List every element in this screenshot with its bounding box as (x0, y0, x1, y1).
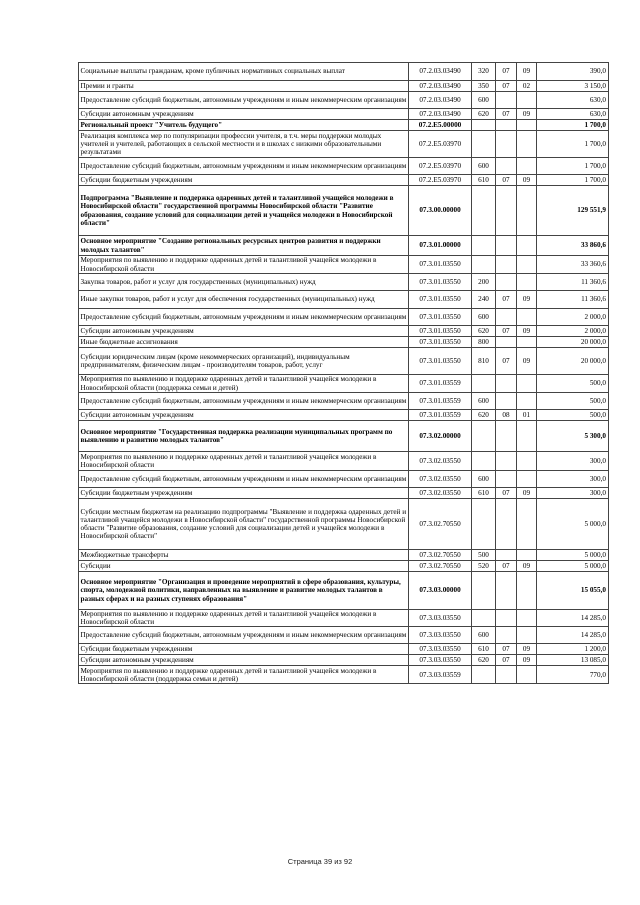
table-row (79, 375, 609, 393)
table-row (79, 186, 609, 236)
row-expense-type-cell (472, 131, 496, 158)
row-amount-cell: 630,0 (537, 92, 609, 109)
row-subsection-cell: 09 (517, 63, 537, 81)
table-row (79, 452, 609, 471)
row-code-cell: 07.3.01.03559 (409, 410, 472, 421)
row-subsection-cell (517, 337, 537, 348)
row-expense-type-cell: 320 (472, 63, 496, 81)
row-section-cell (496, 256, 517, 274)
row-subsection-cell (517, 610, 537, 627)
row-code-cell: 07.3.01.03550 (409, 337, 472, 348)
row-expense-type-cell: 600 (472, 393, 496, 410)
row-amount-cell: 33 860,6 (537, 236, 609, 256)
table-row (79, 158, 609, 175)
row-code-cell: 07.3.00.00000 (409, 186, 472, 236)
row-expense-type-cell: 620 (472, 655, 496, 666)
row-amount-cell: 5 300,0 (537, 421, 609, 452)
table-row (79, 421, 609, 452)
table-row (79, 291, 609, 309)
row-amount-cell: 20 000,0 (537, 337, 609, 348)
row-code-cell: 07.2.03.03490 (409, 63, 472, 81)
row-section-cell (496, 158, 517, 175)
row-amount-cell: 2 000,0 (537, 309, 609, 326)
row-name-cell: Основное мероприятие "Государственная поддержка реализации муниципальных программ по выявлению и развитию молодых талантов" (79, 421, 409, 452)
row-subsection-cell: 09 (517, 561, 537, 572)
row-subsection-cell (517, 256, 537, 274)
row-subsection-cell: 09 (517, 644, 537, 655)
row-section-cell (496, 627, 517, 644)
row-subsection-cell (517, 393, 537, 410)
row-section-cell (496, 471, 517, 488)
row-section-cell (496, 610, 517, 627)
row-code-cell: 07.3.02.70550 (409, 550, 472, 561)
row-section-cell (496, 120, 517, 131)
row-amount-cell: 300,0 (537, 471, 609, 488)
row-subsection-cell (517, 120, 537, 131)
row-expense-type-cell: 520 (472, 561, 496, 572)
row-name-cell: Мероприятия по выявлению и поддержке одаренных детей и талантливой учащейся молодежи в Новосибирской области (поддержка семьи и детей) (79, 375, 409, 393)
table-row (79, 572, 609, 610)
row-name-cell: Закупка товаров, работ и услуг для государственных (муниципальных) нужд (79, 274, 409, 291)
row-name-cell: Подпрограмма "Выявление и поддержка одаренных детей и талантливой учащейся молодежи в Новосибирской области" государственной программы Новосибирской области "Развитие образования, создание условий для социализации детей и учащейся молодежи в Новосибирской области" (79, 186, 409, 236)
row-expense-type-cell: 500 (472, 550, 496, 561)
row-amount-cell: 500,0 (537, 375, 609, 393)
row-code-cell: 07.2.E5.03970 (409, 131, 472, 158)
row-amount-cell: 1 700,0 (537, 120, 609, 131)
table-row (79, 274, 609, 291)
row-amount-cell: 1 200,0 (537, 644, 609, 655)
row-code-cell: 07.3.03.03559 (409, 666, 472, 684)
table-row (79, 63, 609, 81)
row-name-cell: Предоставление субсидий бюджетным, автономным учреждениям и иным некоммерческим организациям (79, 471, 409, 488)
row-expense-type-cell: 350 (472, 81, 496, 92)
row-expense-type-cell: 600 (472, 158, 496, 175)
row-amount-cell: 770,0 (537, 666, 609, 684)
row-code-cell: 07.3.01.03550 (409, 274, 472, 291)
row-expense-type-cell (472, 186, 496, 236)
row-subsection-cell (517, 158, 537, 175)
row-name-cell: Субсидии бюджетным учреждениям (79, 175, 409, 186)
row-subsection-cell (517, 375, 537, 393)
row-amount-cell: 630,0 (537, 109, 609, 120)
table-row (79, 348, 609, 375)
table-row (79, 410, 609, 421)
row-amount-cell: 5 000,0 (537, 561, 609, 572)
row-section-cell: 08 (496, 410, 517, 421)
row-expense-type-cell: 800 (472, 337, 496, 348)
row-name-cell: Иные закупки товаров, работ и услуг для обеспечения государственных (муниципальных) нужд (79, 291, 409, 309)
row-subsection-cell (517, 471, 537, 488)
table-row (79, 175, 609, 186)
row-section-cell: 07 (496, 291, 517, 309)
row-name-cell: Иные бюджетные ассигнования (79, 337, 409, 348)
row-section-cell (496, 393, 517, 410)
row-amount-cell: 300,0 (537, 452, 609, 471)
row-code-cell: 07.3.01.03550 (409, 309, 472, 326)
row-code-cell: 07.3.03.03550 (409, 644, 472, 655)
row-name-cell: Мероприятия по выявлению и поддержке одаренных детей и талантливой учащейся молодежи в Новосибирской области (поддержка семьи и детей) (79, 666, 409, 684)
row-name-cell: Реализация комплекса мер по популяризации профессии учителя, в т.ч. меры поддержки молодых учителей и учителей, работающих в сельской местности и в школах с низкими образовательными результатами (79, 131, 409, 158)
row-expense-type-cell (472, 572, 496, 610)
row-subsection-cell (517, 421, 537, 452)
row-name-cell: Мероприятия по выявлению и поддержке одаренных детей и талантливой учащейся молодежи в Новосибирской области (79, 610, 409, 627)
row-amount-cell: 20 000,0 (537, 348, 609, 375)
row-code-cell: 07.3.03.03550 (409, 627, 472, 644)
row-expense-type-cell: 600 (472, 309, 496, 326)
row-name-cell: Предоставление субсидий бюджетным, автономным учреждениям и иным некоммерческим организациям (79, 627, 409, 644)
row-subsection-cell (517, 666, 537, 684)
row-name-cell: Предоставление субсидий бюджетным, автономным учреждениям и иным некоммерческим организациям (79, 393, 409, 410)
row-name-cell: Субсидии (79, 561, 409, 572)
row-section-cell: 07 (496, 326, 517, 337)
row-subsection-cell (517, 92, 537, 109)
row-subsection-cell (517, 186, 537, 236)
table-row (79, 92, 609, 109)
row-amount-cell: 1 700,0 (537, 158, 609, 175)
row-expense-type-cell (472, 499, 496, 550)
table-row (79, 81, 609, 92)
row-section-cell (496, 421, 517, 452)
row-name-cell: Мероприятия по выявлению и поддержке одаренных детей и талантливой учащейся молодежи в Новосибирской области (79, 256, 409, 274)
row-name-cell: Предоставление субсидий бюджетным, автономным учреждениям и иным некоммерческим организациям (79, 92, 409, 109)
row-expense-type-cell: 600 (472, 471, 496, 488)
row-subsection-cell: 09 (517, 291, 537, 309)
row-expense-type-cell: 610 (472, 175, 496, 186)
row-expense-type-cell: 600 (472, 627, 496, 644)
row-name-cell: Предоставление субсидий бюджетным, автономным учреждениям и иным некоммерческим организациям (79, 309, 409, 326)
row-subsection-cell: 09 (517, 488, 537, 499)
table-row (79, 610, 609, 627)
row-section-cell (496, 375, 517, 393)
row-name-cell: Субсидии автономным учреждениям (79, 109, 409, 120)
row-section-cell (496, 499, 517, 550)
row-section-cell (496, 666, 517, 684)
row-expense-type-cell (472, 256, 496, 274)
row-expense-type-cell: 200 (472, 274, 496, 291)
table-row (79, 326, 609, 337)
row-amount-cell: 11 360,6 (537, 274, 609, 291)
row-subsection-cell: 09 (517, 175, 537, 186)
row-name-cell: Региональный проект "Учитель будущего" (79, 120, 409, 131)
table-row (79, 627, 609, 644)
budget-table-body (79, 63, 609, 684)
row-code-cell: 07.3.01.00000 (409, 236, 472, 256)
row-code-cell: 07.3.03.03550 (409, 610, 472, 627)
row-subsection-cell: 09 (517, 326, 537, 337)
row-code-cell: 07.2.03.03490 (409, 109, 472, 120)
row-section-cell (496, 186, 517, 236)
row-subsection-cell: 09 (517, 109, 537, 120)
row-amount-cell: 11 360,6 (537, 291, 609, 309)
row-expense-type-cell: 620 (472, 109, 496, 120)
row-code-cell: 07.3.02.03550 (409, 471, 472, 488)
page-number: Страница 39 из 92 (287, 857, 353, 866)
row-subsection-cell: 09 (517, 348, 537, 375)
row-expense-type-cell: 610 (472, 488, 496, 499)
row-section-cell: 07 (496, 348, 517, 375)
row-amount-cell: 2 000,0 (537, 326, 609, 337)
row-subsection-cell (517, 627, 537, 644)
row-amount-cell: 13 085,0 (537, 655, 609, 666)
row-section-cell (496, 572, 517, 610)
table-row (79, 471, 609, 488)
row-section-cell: 07 (496, 109, 517, 120)
row-amount-cell: 14 285,0 (537, 610, 609, 627)
row-subsection-cell (517, 236, 537, 256)
row-code-cell: 07.2.E5.00000 (409, 120, 472, 131)
table-row (79, 236, 609, 256)
row-name-cell: Субсидии автономным учреждениям (79, 410, 409, 421)
row-code-cell: 07.2.03.03490 (409, 81, 472, 92)
row-subsection-cell: 09 (517, 655, 537, 666)
row-amount-cell: 129 551,9 (537, 186, 609, 236)
row-name-cell: Социальные выплаты гражданам, кроме публичных нормативных социальных выплат (79, 63, 409, 81)
row-code-cell: 07.3.01.03559 (409, 393, 472, 410)
row-code-cell: 07.3.01.03550 (409, 291, 472, 309)
row-section-cell: 07 (496, 488, 517, 499)
row-section-cell: 07 (496, 561, 517, 572)
row-amount-cell: 300,0 (537, 488, 609, 499)
row-name-cell: Мероприятия по выявлению и поддержке одаренных детей и талантливой учащейся молодежи в Новосибирской области (79, 452, 409, 471)
row-subsection-cell (517, 274, 537, 291)
row-code-cell: 07.3.02.03550 (409, 488, 472, 499)
row-subsection-cell (517, 131, 537, 158)
table-row (79, 109, 609, 120)
row-subsection-cell (517, 572, 537, 610)
row-name-cell: Субсидии бюджетным учреждениям (79, 644, 409, 655)
row-subsection-cell (517, 499, 537, 550)
row-name-cell: Межбюджетные трансферты (79, 550, 409, 561)
row-expense-type-cell: 600 (472, 92, 496, 109)
table-row (79, 666, 609, 684)
row-section-cell: 07 (496, 81, 517, 92)
row-expense-type-cell: 610 (472, 644, 496, 655)
row-subsection-cell (517, 550, 537, 561)
row-code-cell: 07.2.03.03490 (409, 92, 472, 109)
row-name-cell: Предоставление субсидий бюджетным, автономным учреждениям и иным некоммерческим организациям (79, 158, 409, 175)
row-amount-cell: 15 055,0 (537, 572, 609, 610)
row-name-cell: Субсидии местным бюджетам на реализацию подпрограммы "Выявление и поддержка одаренных детей и талантливой учащейся молодежи в Новосибирской области" государственной программы Новосибирской области "Развитие образования, создание условий для социализации детей и учащейся молодежи в Новосибирской области" (79, 499, 409, 550)
row-section-cell: 07 (496, 655, 517, 666)
row-expense-type-cell (472, 666, 496, 684)
budget-table (78, 62, 609, 684)
row-subsection-cell (517, 309, 537, 326)
row-amount-cell: 14 285,0 (537, 627, 609, 644)
row-code-cell: 07.3.02.70550 (409, 499, 472, 550)
row-section-cell (496, 92, 517, 109)
row-subsection-cell: 01 (517, 410, 537, 421)
row-amount-cell: 500,0 (537, 393, 609, 410)
row-expense-type-cell (472, 452, 496, 471)
row-section-cell: 07 (496, 175, 517, 186)
row-name-cell: Премии и гранты (79, 81, 409, 92)
row-name-cell: Субсидии автономным учреждениям (79, 655, 409, 666)
row-subsection-cell: 02 (517, 81, 537, 92)
row-name-cell: Субсидии юридическим лицам (кроме некоммерческих организаций), индивидуальным предпринимателям, физическим лицам - производителям товаров, работ, услуг (79, 348, 409, 375)
row-section-cell (496, 452, 517, 471)
row-code-cell: 07.3.03.00000 (409, 572, 472, 610)
table-row (79, 655, 609, 666)
row-amount-cell: 1 700,0 (537, 131, 609, 158)
row-code-cell: 07.3.02.03550 (409, 452, 472, 471)
table-row (79, 393, 609, 410)
row-code-cell: 07.3.02.00000 (409, 421, 472, 452)
table-row (79, 561, 609, 572)
row-code-cell: 07.3.02.70550 (409, 561, 472, 572)
table-row (79, 644, 609, 655)
row-code-cell: 07.3.01.03550 (409, 256, 472, 274)
row-amount-cell: 1 700,0 (537, 175, 609, 186)
row-expense-type-cell: 620 (472, 410, 496, 421)
table-row (79, 309, 609, 326)
row-code-cell: 07.3.03.03550 (409, 655, 472, 666)
row-name-cell: Субсидии автономным учреждениям (79, 326, 409, 337)
row-section-cell: 07 (496, 644, 517, 655)
row-expense-type-cell: 810 (472, 348, 496, 375)
row-amount-cell: 5 000,0 (537, 550, 609, 561)
row-name-cell: Субсидии бюджетным учреждениям (79, 488, 409, 499)
row-name-cell: Основное мероприятие "Создание региональных ресурсных центров развития и поддержки молодых талантов" (79, 236, 409, 256)
table-row (79, 256, 609, 274)
row-subsection-cell (517, 452, 537, 471)
table-row (79, 120, 609, 131)
row-expense-type-cell: 620 (472, 326, 496, 337)
row-code-cell: 07.3.01.03550 (409, 326, 472, 337)
row-expense-type-cell (472, 120, 496, 131)
row-expense-type-cell: 240 (472, 291, 496, 309)
row-amount-cell: 390,0 (537, 63, 609, 81)
row-section-cell (496, 236, 517, 256)
row-amount-cell: 500,0 (537, 410, 609, 421)
row-expense-type-cell (472, 421, 496, 452)
table-row (79, 488, 609, 499)
row-expense-type-cell (472, 236, 496, 256)
row-expense-type-cell (472, 610, 496, 627)
row-section-cell (496, 131, 517, 158)
row-expense-type-cell (472, 375, 496, 393)
row-amount-cell: 33 360,6 (537, 256, 609, 274)
row-name-cell: Основное мероприятие "Организация и проведение мероприятий в сфере образования, культуры, спорта, молодежной политики, направленных на выявление и развитие молодых талантов в разных сферах и на разных ступенях образования" (79, 572, 409, 610)
row-code-cell: 07.3.01.03559 (409, 375, 472, 393)
table-row (79, 550, 609, 561)
row-code-cell: 07.3.01.03550 (409, 348, 472, 375)
row-amount-cell: 3 150,0 (537, 81, 609, 92)
table-row (79, 131, 609, 158)
row-section-cell: 07 (496, 63, 517, 81)
row-code-cell: 07.2.E5.03970 (409, 175, 472, 186)
row-code-cell: 07.2.E5.03970 (409, 158, 472, 175)
row-section-cell (496, 550, 517, 561)
row-section-cell (496, 337, 517, 348)
row-section-cell (496, 274, 517, 291)
table-row (79, 337, 609, 348)
row-section-cell (496, 309, 517, 326)
row-amount-cell: 5 000,0 (537, 499, 609, 550)
table-row (79, 499, 609, 550)
